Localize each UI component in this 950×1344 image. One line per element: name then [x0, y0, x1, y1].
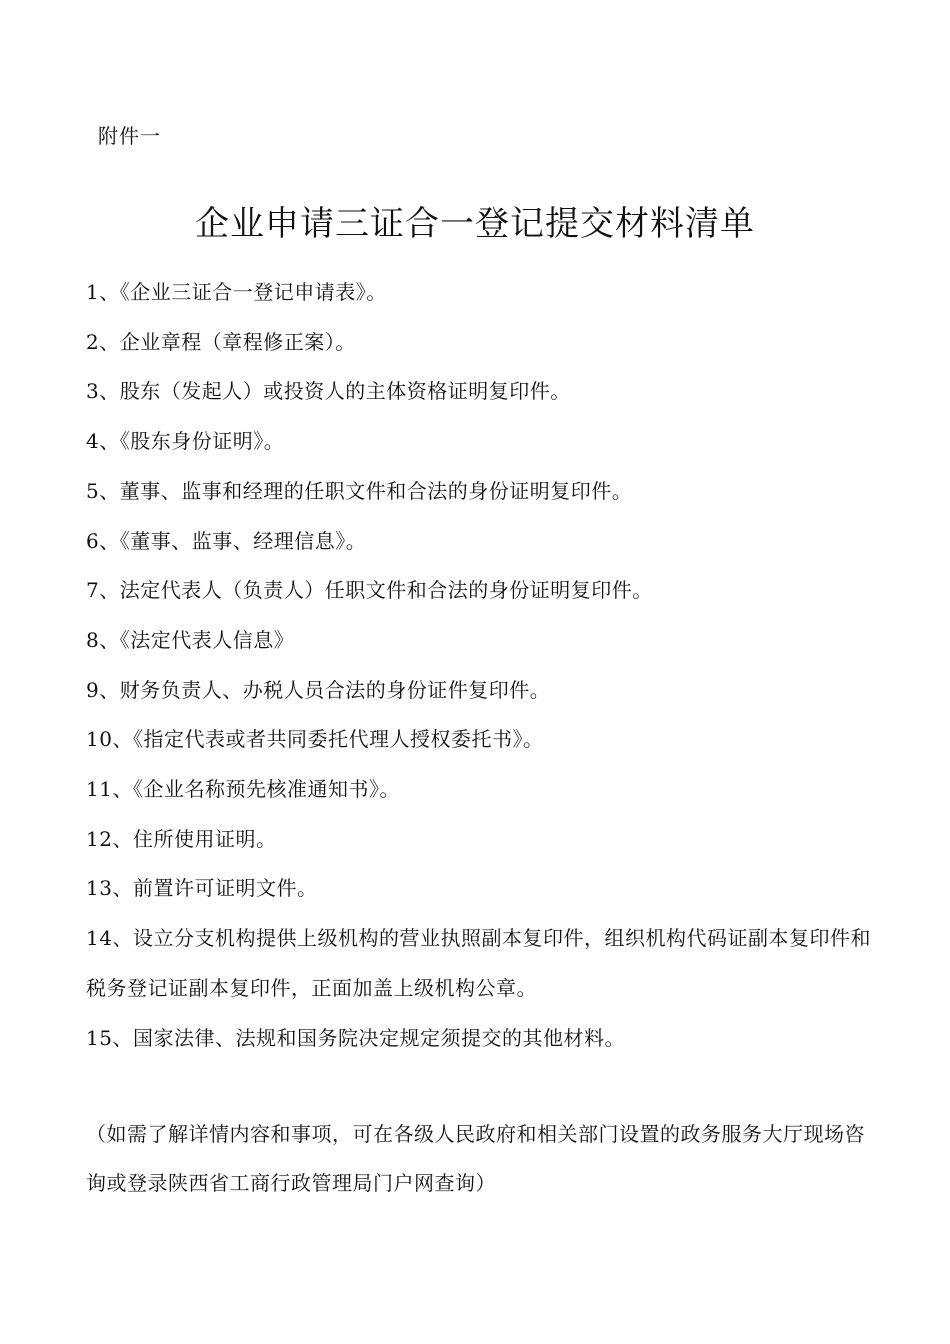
- list-item: 6、《董事、监事、经理信息》。: [86, 528, 367, 553]
- list-item: 15、国家法律、法规和国务院决定规定须提交的其他材料。: [86, 1025, 625, 1050]
- list-item: 4、《股东身份证明》。: [86, 429, 285, 454]
- list-item: 5、董事、监事和经理的任职文件和合法的身份证明复印件。: [86, 478, 633, 503]
- list-item: 2、企业章程（章程修正案）。: [86, 329, 356, 354]
- attachment-label: 附件一: [98, 124, 161, 148]
- footer-note: （如需了解详情内容和事项，可在各级人民政府和相关部门设置的政务服务大厅现场咨询或登录陕西省工商行政管理局门户网查询）: [86, 1122, 865, 1195]
- list-item: 10、《指定代表或者共同委托代理人授权委托书》。: [86, 727, 544, 752]
- document-title: 企业申请三证合一登记提交材料清单: [195, 204, 755, 244]
- list-item: 8、《法定代表人信息》: [86, 627, 295, 652]
- list-item: 11、《企业名称预先核准通知书》。: [86, 777, 400, 802]
- list-item: 1、《企业三证合一登记申请表》。: [86, 280, 387, 304]
- list-item: 14、设立分支机构提供上级机构的营业执照副本复印件，组织机构代码证副本复印件和税务登记证副本复印件，正面加盖上级机构公章。: [86, 926, 871, 1000]
- list-item: 3、股东（发起人）或投资人的主体资格证明复印件。: [86, 379, 571, 404]
- list-item: 13、前置许可证明文件。: [86, 876, 318, 901]
- list-item: 7、法定代表人（负责人）任职文件和合法的身份证明复印件。: [86, 578, 653, 603]
- list-item: 12、住所使用证明。: [86, 826, 277, 851]
- list-item: 9、财务负责人、办税人员合法的身份证件复印件。: [86, 677, 551, 702]
- materials-list: [86, 268, 876, 1063]
